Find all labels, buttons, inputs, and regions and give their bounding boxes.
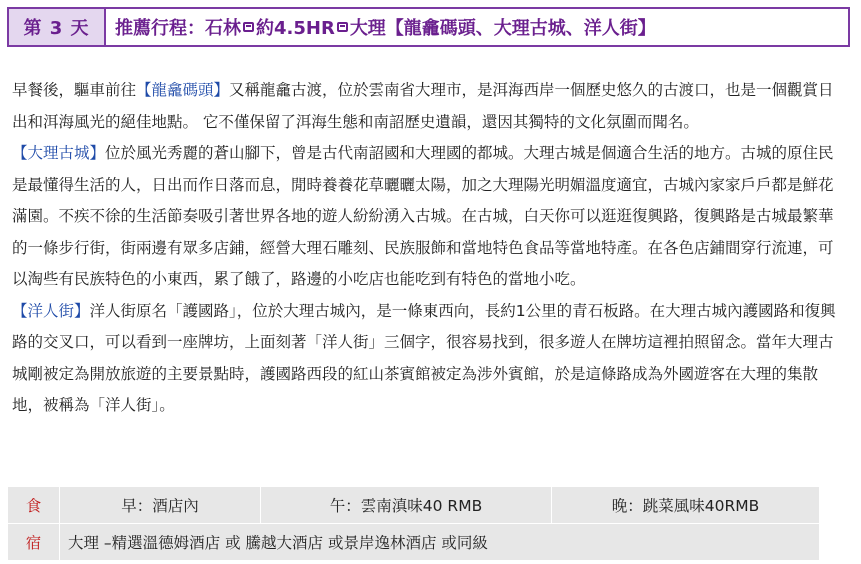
breakfast-cell: 早：酒店內: [60, 487, 261, 524]
pier-highlight: 【龍龕碼頭】: [136, 81, 230, 99]
foreigner-street-text: 洋人街原名「護國路」，位於大理古城內，是一條東西向，長約1公里的青石板路。在大理古城內護國路和復興路的交叉口，可以看到一座牌坊，上面刻著「洋人街」三個字，很容易找到，很多遊人在牌坊這裡拍照留念。當年大理古城剛被定為開放旅遊的主要景點時，護國路西段的紅山茶賓館被定為涉外賓館，於是這條路成為外國遊客在大理的集散地，被稱為「洋人街」。: [12, 301, 836, 414]
foreigner-street-paragraph: [12, 296, 842, 422]
intro-paragraph: [12, 75, 842, 138]
foreigner-street-highlight: 【洋人街】: [12, 301, 90, 320]
meals-lodging-table: [7, 486, 820, 561]
car-icon: [243, 22, 254, 32]
lodging-row: [8, 524, 820, 561]
meals-label: 食: [8, 487, 60, 524]
intro-text-2: 又稱龍龕古渡，位於雲南省大理市，是洱海西岸一個歷史悠久的古渡口，也是一個觀賞日出和洱海風光的絕佳地點。 它不僅保留了洱海生態和南詔歷史遺韻，還因其獨特的文化氛圍而聞名。: [12, 81, 834, 131]
day-badge: 第 3 天: [9, 9, 106, 45]
dinner-cell: 晚：跳菜風味40RMB: [552, 487, 820, 524]
title-part-3: 大理【龍龕碼頭、大理古城、洋人街】: [349, 18, 656, 39]
lodging-cell: 大理 –精選溫德姆酒店 或 騰越大酒店 或景岸逸林酒店 或同級: [60, 524, 820, 561]
lunch-cell: 午：雲南滇味40 RMB: [261, 487, 552, 524]
meals-row: [8, 487, 820, 524]
lodging-label: 宿: [8, 524, 60, 561]
title-part-1: 推薦行程：石林: [115, 18, 241, 39]
intro-text-1: 早餐後，驅車前往: [12, 81, 137, 99]
itinerary-content: [12, 75, 842, 422]
old-town-paragraph: [12, 138, 842, 296]
day-header: [7, 7, 850, 47]
old-town-highlight: 【大理古城】: [12, 144, 106, 162]
title-part-2: 約4.5HR: [256, 18, 335, 39]
car-icon: [337, 22, 348, 32]
itinerary-title: [106, 9, 656, 45]
old-town-text: 位於風光秀麗的蒼山腳下，曾是古代南詔國和大理國的都城。大理古城是個適合生活的地方。古城的原住民是最懂得生活的人，日出而作日落而息，閒時養養花草曬曬太陽，加之大理陽光明媚溫度適宜，古城內家家戶戶都是鮮花滿園。不疾不徐的生活節奏吸引著世界各地的遊人紛紛湧入古城。在古城，白天你可以逛逛復興路，復興路是古城最繁華的一條步行街，街兩邊有眾多店鋪，經營大理石雕刻、民族服飾和當地特色食品等當地特產。在各色店鋪間穿行流連，可以淘些有民族特色的小東西，累了餓了，路邊的小吃店也能吃到有特色的當地小吃。: [12, 144, 834, 288]
